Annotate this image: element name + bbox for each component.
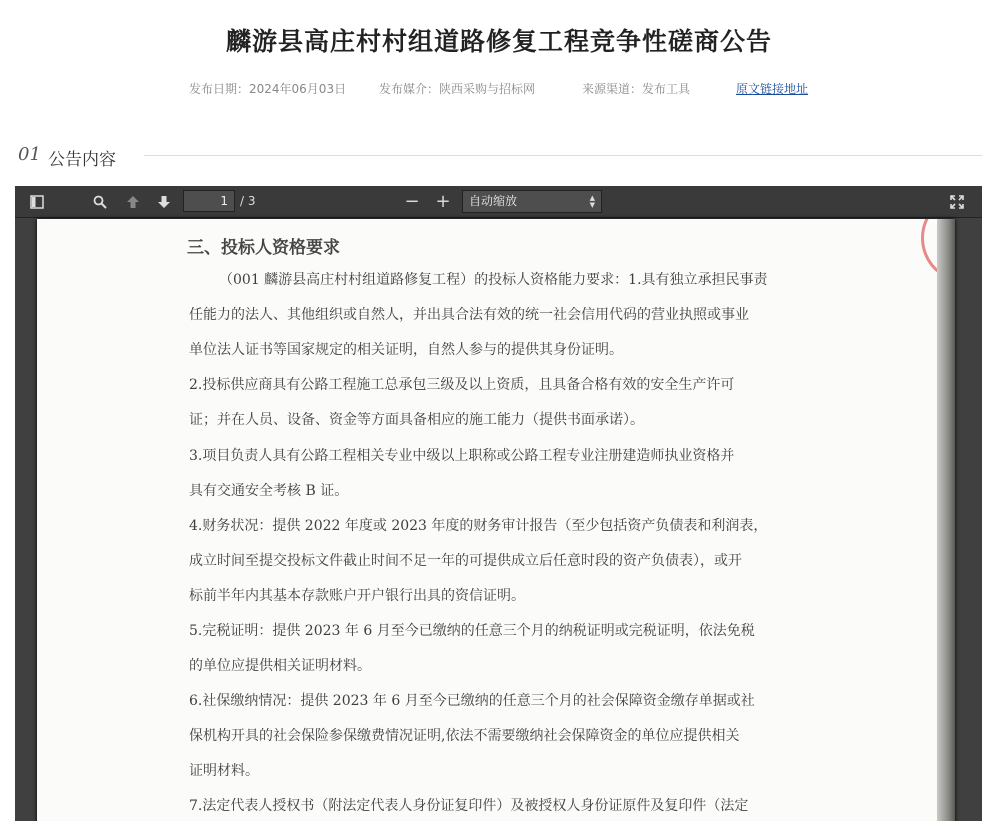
document-line: （001 麟游县高庄村村组道路修复工程）的投标人资格能力要求：1.具有独立承担民事责 bbox=[219, 272, 768, 288]
arrow-down-icon[interactable] bbox=[150, 189, 178, 214]
publish-media: 发布媒介：陕西采购与招标网 bbox=[379, 82, 536, 96]
section-divider bbox=[144, 155, 982, 156]
page-count: / 3 bbox=[240, 194, 256, 208]
document-line: 的单位应提供相关证明材料。 bbox=[189, 658, 371, 674]
document-line: 5.完税证明：提供 2023 年 6 月至今已缴纳的任意三个月的纳税证明或完税证明，依法免税 bbox=[189, 623, 755, 639]
fullscreen-icon[interactable] bbox=[943, 189, 971, 214]
original-link[interactable]: 原文链接地址 bbox=[736, 82, 809, 96]
document-line: 6.社保缴纳情况：提供 2023 年 6 月至今已缴纳的任意三个月的社会保障资金缴存单据或社 bbox=[189, 693, 755, 709]
zoom-in-button[interactable]: + bbox=[435, 191, 451, 212]
publish-date: 发布日期：2024年06月03日 bbox=[189, 82, 347, 96]
document-line: 标前半年内其基本存款账户开户银行出具的资信证明。 bbox=[189, 588, 525, 604]
section-label: 公告内容 bbox=[48, 150, 116, 170]
document-line: 证明材料。 bbox=[189, 763, 259, 779]
pdf-page bbox=[37, 219, 955, 821]
page-number-input[interactable]: 1 bbox=[183, 190, 235, 212]
document-heading: 三、投标人资格要求 bbox=[187, 238, 340, 258]
article-meta bbox=[0, 80, 998, 98]
search-icon[interactable] bbox=[86, 189, 114, 214]
zoom-out-button[interactable]: − bbox=[404, 191, 420, 212]
page-title: 麟游县高庄村村组道路修复工程竞争性磋商公告 bbox=[225, 27, 772, 56]
document-line: 2.投标供应商具有公路工程施工总承包三级及以上资质，且具备合格有效的安全生产许可 bbox=[189, 377, 735, 393]
chevron-updown-icon: ▲ ▼ bbox=[589, 194, 595, 209]
document-line: 证；并在人员、设备、资金等方面具备相应的施工能力（提供书面承诺）。 bbox=[189, 412, 644, 428]
scan-edge-shadow bbox=[937, 219, 955, 821]
document-line: 保机构开具的社会保险参保缴费情况证明,依法不需要缴纳社会保障资金的单位应提供相关 bbox=[189, 728, 740, 744]
sidebar-toggle-icon[interactable] bbox=[23, 189, 51, 214]
zoom-select[interactable] bbox=[462, 190, 602, 213]
document-line: 4.财务状况：提供 2022 年度或 2023 年度的财务审计报告（至少包括资产负债表和利润表， bbox=[189, 518, 768, 534]
zoom-value: 自动缩放 bbox=[469, 194, 518, 208]
source-channel: 来源渠道：发布工具 bbox=[582, 82, 691, 96]
pdf-toolbar bbox=[15, 186, 982, 218]
document-line: 具有交通安全考核 B 证。 bbox=[189, 483, 349, 499]
pdf-viewer bbox=[15, 186, 982, 821]
document-line: 单位法人证书等国家规定的相关证明，自然人参与的提供其身份证明。 bbox=[189, 342, 623, 358]
document-line: 7.法定代表人授权书（附法定代表人身份证复印件）及被授权人身份证原件及复印件（法定 bbox=[189, 798, 749, 814]
section-header bbox=[18, 143, 982, 169]
document-line: 3.项目负责人具有公路工程相关专业中级以上职称或公路工程专业注册建造师执业资格并 bbox=[189, 448, 735, 464]
section-number: 01 bbox=[18, 144, 41, 165]
document-line: 任能力的法人、其他组织或自然人，并出具合法有效的统一社会信用代码的营业执照或事业 bbox=[189, 307, 749, 323]
arrow-up-icon[interactable] bbox=[119, 189, 147, 214]
document-line: 成立时间至提交投标文件截止时间不足一年的可提供成立后任意时段的资产负债表），或开 bbox=[189, 553, 742, 569]
